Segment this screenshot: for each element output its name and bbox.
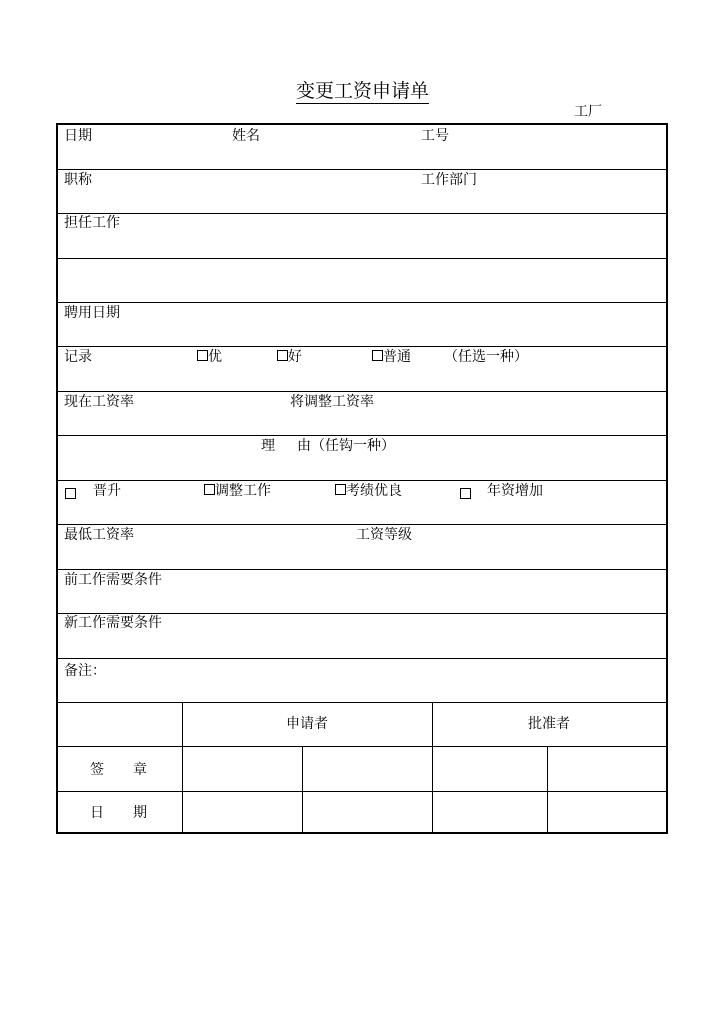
new-requirements-label: 新工作需要条件 xyxy=(64,615,162,631)
hire-date-label: 聘用日期 xyxy=(64,305,120,321)
row-blank xyxy=(58,258,666,303)
adjust-work-label: 调整工作 xyxy=(215,483,271,499)
approver-date-cell-2[interactable] xyxy=(548,792,666,834)
record-label: 记录 xyxy=(64,349,92,365)
grade-label: 工资等级 xyxy=(356,527,412,543)
row-reason-options xyxy=(58,480,666,525)
checkbox-excellent[interactable] xyxy=(197,350,208,361)
job-title-label: 职称 xyxy=(64,172,92,188)
department-label: 工作部门 xyxy=(421,172,477,188)
performance-label: 考绩优良 xyxy=(346,483,402,499)
option-adjust-work[interactable] xyxy=(204,482,271,500)
row-new-requirements xyxy=(58,613,666,659)
row-notes xyxy=(58,658,666,703)
option-excellent-label: 优 xyxy=(208,349,222,365)
checkbox-promotion[interactable] xyxy=(65,488,76,499)
checkbox-good[interactable] xyxy=(277,350,288,361)
date-label: 日期 xyxy=(64,128,92,144)
option-excellent[interactable] xyxy=(197,348,222,366)
job-label: 担任工作 xyxy=(64,215,120,231)
approver-date-cell-1[interactable] xyxy=(433,792,547,834)
page-title xyxy=(0,80,725,102)
row-basic-info xyxy=(58,125,666,169)
min-rate-label: 最低工资率 xyxy=(64,527,134,543)
sign-date-label-b: 期 xyxy=(133,805,147,821)
option-good-label: 好 xyxy=(288,349,302,365)
new-rate-label: 将调整工资率 xyxy=(290,394,374,410)
prev-requirements-label: 前工作需要条件 xyxy=(64,572,162,588)
approver-header: 批准者 xyxy=(528,716,570,732)
signature-label-b: 章 xyxy=(133,762,147,778)
option-good[interactable] xyxy=(277,348,302,366)
row-job xyxy=(58,213,666,259)
row-hire-date xyxy=(58,302,666,347)
seniority-label: 年资增加 xyxy=(487,483,543,499)
applicant-header: 申请者 xyxy=(286,716,328,732)
option-performance[interactable] xyxy=(335,482,402,500)
applicant-date-cell-1[interactable] xyxy=(183,792,302,834)
title-text: 变更工资申请单 xyxy=(295,80,429,102)
record-note: （任选一种） xyxy=(444,349,528,365)
checkbox-performance[interactable] xyxy=(335,484,346,495)
approver-signature-cell-2[interactable] xyxy=(548,747,666,791)
row-record xyxy=(58,346,666,392)
notes-label: 备注： xyxy=(64,663,106,679)
checkbox-normal[interactable] xyxy=(372,350,383,361)
reason-label-a: 理 xyxy=(261,438,275,454)
sign-date-label-a: 日 xyxy=(90,805,104,821)
row-reason-header xyxy=(58,435,666,481)
applicant-signature-cell-2[interactable] xyxy=(303,747,432,791)
promotion-label: 晋升 xyxy=(93,483,121,499)
option-normal-label: 普通 xyxy=(383,349,411,365)
checkbox-seniority[interactable] xyxy=(460,488,471,499)
name-label: 姓名 xyxy=(232,128,260,144)
approver-signature-cell-1[interactable] xyxy=(433,747,547,791)
checkbox-adjust-work[interactable] xyxy=(204,484,215,495)
row-sign-header xyxy=(58,702,666,747)
reason-label-b: 由（任钩一种） xyxy=(297,438,395,454)
current-rate-label: 现在工资率 xyxy=(64,394,134,410)
applicant-date-cell-2[interactable] xyxy=(303,792,432,834)
factory-label: 工厂 xyxy=(574,104,602,120)
row-min-rate xyxy=(58,524,666,570)
employee-id-label: 工号 xyxy=(421,128,449,144)
salary-change-form xyxy=(56,123,668,834)
signature-label-a: 签 xyxy=(90,762,104,778)
row-prev-requirements xyxy=(58,569,666,614)
row-rates xyxy=(58,391,666,436)
option-normal[interactable] xyxy=(372,348,411,366)
applicant-signature-cell-1[interactable] xyxy=(183,747,302,791)
row-title-department xyxy=(58,169,666,214)
